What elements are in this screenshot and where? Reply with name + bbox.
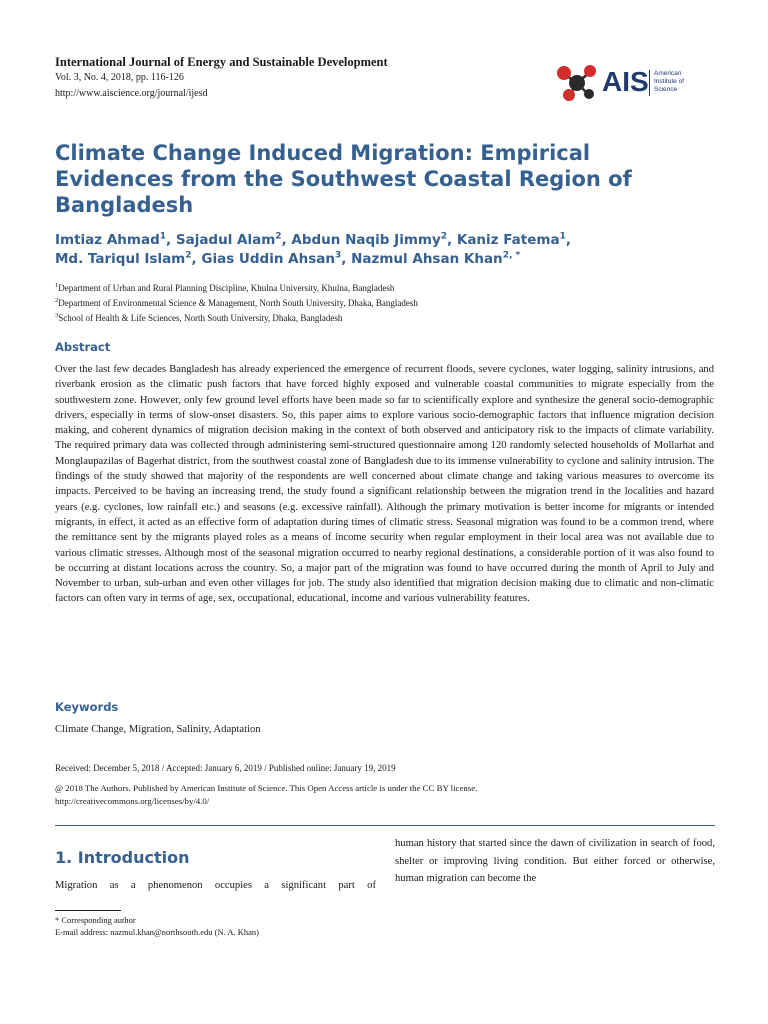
section-divider <box>55 825 715 826</box>
affiliation-text: School of Health & Life Sciences, North South University, Dhaka, Bangladesh <box>58 313 343 323</box>
journal-url[interactable]: http://www.aiscience.org/journal/ijesd <box>55 88 208 99</box>
author-name: Sajadul Alam <box>175 232 276 248</box>
volume-info: Vol. 3, No. 4, 2018, pp. 116-126 <box>55 72 184 83</box>
affiliation-mark: 2 <box>55 297 59 304</box>
affiliation-mark: 1 <box>55 282 59 289</box>
author-name: Nazmul Ahsan Khan <box>351 251 503 267</box>
molecule-icon <box>550 58 602 106</box>
author-email[interactable]: nazmul.khan@northsouth.edu (N. A. Khan) <box>110 926 259 937</box>
affiliation-text: Department of Urban and Rural Planning Discipline, Khulna University, Khulna, Bangladesh <box>58 283 395 293</box>
footnote-rule <box>55 910 121 911</box>
affiliation <box>55 282 715 294</box>
affiliation <box>55 312 715 324</box>
publication-dates: Received: December 5, 2018 / Accepted: January 6, 2019 / Published online: January 19, 2019 <box>55 763 396 773</box>
author-name: Md. Tariqul Islam <box>55 251 186 267</box>
footnote <box>55 915 259 938</box>
author-affiliation-mark: 2 <box>185 250 192 261</box>
introduction-left-column: Migration as a phenomenon occupies a significant part of <box>55 880 376 891</box>
author-list: Imtiaz Ahmad$^1$, Sajadul Alam$^2$, Abdun Naqib Jimmy$^2$, Kaniz Fatema$^1$, Md. Tariqul Islam$^2$, Gias Uddin Ahsan$^3$, Nazmul Ahsan Khan$^{2, *}$ <box>55 231 571 267</box>
abstract-heading: Abstract <box>55 340 111 354</box>
affiliation-text: Department of Environmental Science & Management, North South University, Dhaka, Bangladesh <box>58 298 418 308</box>
logo-divider <box>649 70 650 96</box>
affiliation <box>55 297 715 309</box>
author-name: Gias Uddin Ahsan <box>201 251 335 267</box>
author-affiliation-mark: 3 <box>334 250 342 261</box>
author-affiliation-mark: 1 <box>159 231 167 242</box>
author-name: Kaniz Fatema <box>456 232 560 248</box>
author-name: Imtiaz Ahmad <box>55 232 160 248</box>
author-affiliation-mark: 2, * <box>502 250 521 261</box>
license-link[interactable]: http://creativecommons.org/licenses/by/4.0/ <box>55 795 210 806</box>
copyright-notice <box>55 782 715 807</box>
affiliation-mark: 3 <box>55 312 59 319</box>
author-affiliation-mark: 2 <box>440 231 448 242</box>
keywords-list: Climate Change, Migration, Salinity, Adaptation <box>55 724 261 735</box>
author-affiliation-mark: 2 <box>275 231 282 242</box>
author-name: Abdun Naqib Jimmy <box>291 232 441 248</box>
paper-title: Climate Change Induced Migration: Empirical Evidences from the Southwest Coastal Region of Bangladesh <box>55 141 632 217</box>
ais-logo <box>550 58 720 106</box>
introduction-right-column: human history that started since the dawn of civilization in search of food, shelter or improving living condition. But either forced or otherwise, human migration can become the <box>395 838 715 884</box>
introduction-heading: 1. Introduction <box>55 848 190 867</box>
keywords-heading: Keywords <box>55 700 119 714</box>
journal-name: International Journal of Energy and Sustainable Development <box>55 55 388 69</box>
abstract-body: Over the last few decades Bangladesh has already experienced the emergence of recurrent floods, severe cyclones, water logging, salinity intrusions, and riverbank erosion as the climatic push factors that have forced highly exposed and vulnerable coastal communities to migrate especially from the southwestern zone. However, only few ground level efforts have been made so far to scientifically explore and synthesize the general socio-demographic drivers, especially in terms of slow-onset disasters. So, this paper aims to explore various socio-demographic factors that influence migration decision making, and coherent dynamics of migration decision making in the context of both observed and anticipatory risk to the impacts of climate variability. The required primary data was collected through administering semi-structured questionnaire among 120 randomly selected households of Mollarhat and Monglaupazilas of Bagerhat district, from the southwest coastal zone of Bangladesh due to its immense vulnerability to cyclone and salinity intrusion. The findings of the study showed that majority of the respondents are well concerned about climate change and taking various measures to overcome its impacts. Perceived to be having an increasing trend, the study found a significant relationship between the migration trend in the localities and hazard years (e.g. cyclones, low rainfall etc.) and seasons (e.g. excessive rainfall). Although the primary motivation is better income for migrants or intended migrants, in effect, it acted as an effective form of adaptation during times of climatic stress. Seasonal migration was found to be a common trend, where the remittance sent by the migrants played roles as a means of income security when regular employment in their local area was not available due to various climatic stresses. Although most of the seasonal migration occurred to nearby regional destinations, a considerable portion of it was also found to be occurring at distant locations across the country. So, a major part of the migration was found to have occurred during the month of April to July and November to urban, sub-urban and even other villages for job. The study also identified that migration decision making due to climatic and non-climatic factors can often vary in terms of age, sex, occupational, educational, income and various vulnerability features. <box>55 364 714 605</box>
logo-full-name: American Institute of Science <box>654 70 684 93</box>
logo-acronym: AIS <box>602 66 649 97</box>
copyright-text: @ 2018 The Authors. Published by American Institute of Science. This Open Access article is under the CC BY license. <box>55 783 478 793</box>
author-affiliation-mark: 1 <box>559 231 566 242</box>
email-label: E-mail address: <box>55 926 109 937</box>
corresponding-author-note: * Corresponding author <box>55 915 136 925</box>
email-line <box>55 927 259 939</box>
